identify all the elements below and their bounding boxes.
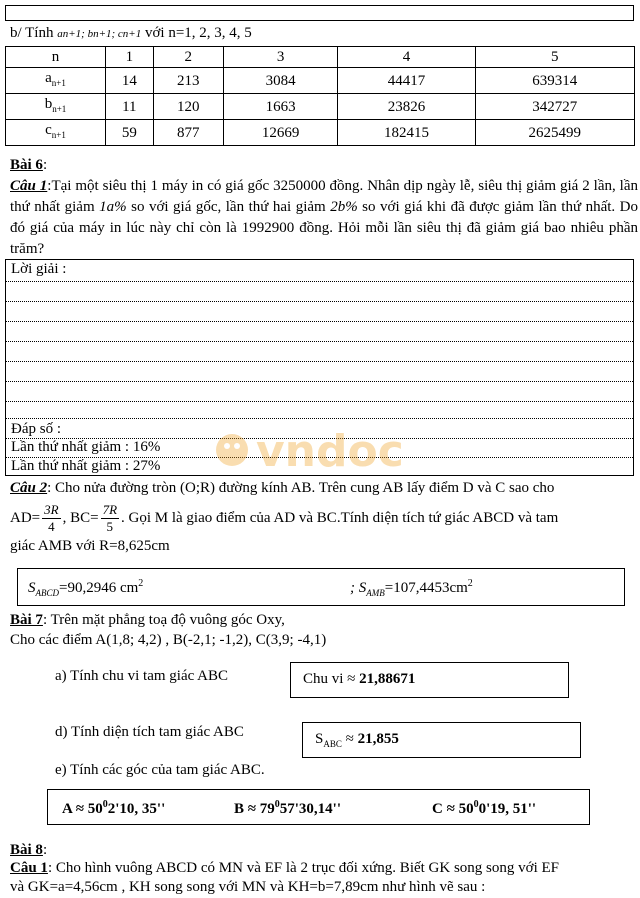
area-abc-result: $S_{ABC} \approx 21,855$ bbox=[315, 731, 399, 749]
bai6-cau1-text: Câu 1:Tại một siêu thị 1 máy in có giá gốc 3250000 đồng. Nhân dịp ngày lễ, siêu thị giảm giá 2 lần, lần thứ nhất giảm 1a% so với giá gốc, lần thứ hai giảm 2b% so với giá khi đã được giảm lần thứ nhất. Do đó giá của máy in lúc này chỉ còn là 1992900 đồng. Hỏi mỗi lần siêu thị đã giảm giá bao nhiêu phần trăm? bbox=[10, 178, 638, 257]
row-label: $b_{n+1}$ bbox=[6, 94, 106, 120]
header-cell: 1 bbox=[106, 47, 154, 68]
watermark-text: vndoc bbox=[256, 426, 404, 477]
dap-so-label: Đáp số : bbox=[11, 421, 61, 437]
area-result-box bbox=[17, 568, 625, 606]
row-label: $a_{n+1}$ bbox=[6, 68, 106, 94]
part-b-line: b/ Tính an+1; bn+1; cn+1 với n=1, 2, 3, 4, 5 bbox=[10, 25, 252, 41]
fraction-3r-4: $\frac{3R}{4}$ bbox=[44, 501, 59, 534]
table-cell: 3084 bbox=[223, 68, 338, 94]
values-table bbox=[5, 46, 635, 146]
table-cell: 877 bbox=[153, 120, 223, 146]
bai7-points: Cho các điểm A(1,8; 4,2) , B(-2,1; -1,2), C(3,9; -4,1) bbox=[10, 632, 327, 648]
table-cell: 11 bbox=[106, 94, 154, 120]
table-cell: 59 bbox=[106, 120, 154, 146]
loi-giai-label: Lời giải : bbox=[11, 261, 67, 277]
answer-d-box bbox=[302, 722, 581, 758]
answer-a-box bbox=[290, 662, 569, 698]
bai8-title: Bài 8: bbox=[10, 842, 48, 858]
s-amb-result: ; $S_{AMB}=107,4453cm^2$ bbox=[350, 578, 473, 598]
bai8-text-1: Câu 1: Cho hình vuông ABCD có MN và EF là 2 trục đối xứng. Biết GK song song với EF bbox=[10, 860, 559, 876]
bai7-intro: Bài 7: Trên mặt phẳng toạ độ vuông góc Oxy, bbox=[10, 612, 285, 628]
table-cell: 342727 bbox=[475, 94, 634, 120]
header-cell: 2 bbox=[153, 47, 223, 68]
table-cell: 639314 bbox=[475, 68, 634, 94]
question-d: d) Tính diện tích tam giác ABC bbox=[55, 724, 244, 740]
table-cell: 213 bbox=[153, 68, 223, 94]
angles-box bbox=[47, 789, 590, 825]
bai6-cau2-line3: giác AMB với R=8,625cm bbox=[10, 538, 170, 554]
fraction-7r-5: $\frac{7R}{5}$ bbox=[102, 501, 118, 534]
table-cell: 44417 bbox=[338, 68, 475, 94]
bai6-cau2-line1: Câu 2: Cho nửa đường tròn (O;R) đường kính AB. Trên cung AB lấy điểm D và C sao cho bbox=[10, 480, 555, 496]
part-b-terms: an+1; bn+1; cn+1 bbox=[57, 28, 142, 40]
table-header-row bbox=[6, 47, 635, 68]
vndoc-watermark-logo bbox=[210, 422, 430, 478]
table-cell: 12669 bbox=[223, 120, 338, 146]
header-cell: 3 bbox=[223, 47, 338, 68]
bai8-text-2: và GK=a=4,56cm , KH song song với MN và KH=b=7,89cm như hình vẽ sau : bbox=[10, 879, 486, 895]
angle-b: $B \approx 79^057'30,14''$ bbox=[234, 799, 342, 817]
answer-2: Lần thứ nhất giảm : 27% bbox=[11, 458, 161, 474]
table-cell: 182415 bbox=[338, 120, 475, 146]
header-cell: 4 bbox=[338, 47, 475, 68]
answer-1: Lần thứ nhất giảm : 16% bbox=[11, 439, 161, 455]
question-a: a) Tính chu vi tam giác ABC bbox=[55, 668, 229, 684]
perimeter-result: Chu vi ≈ 21,88671 bbox=[303, 671, 416, 687]
table-row bbox=[6, 94, 635, 120]
header-cell: 5 bbox=[475, 47, 634, 68]
table-cell: 23826 bbox=[338, 94, 475, 120]
s-abcd-result: $S_{ABCD}=90,2946$ $cm^2$ bbox=[28, 578, 144, 598]
row-label: $c_{n+1}$ bbox=[6, 120, 106, 146]
bai6-title: Bài 6: bbox=[10, 157, 48, 173]
angle-c: $C \approx 50^00'19$, 51'' bbox=[432, 799, 537, 817]
table-cell: 120 bbox=[153, 94, 223, 120]
table-row bbox=[6, 68, 635, 94]
bai6-cau2-line2: AD= $\frac{3R}{4}$ , BC= $\frac{7R}{5}$ . Gọi M là giao điểm của AD và BC.Tính diện tích tứ giác ABCD và tam bbox=[10, 501, 559, 534]
table-cell: 14 bbox=[106, 68, 154, 94]
top-empty-row bbox=[5, 5, 634, 21]
header-cell-n: n bbox=[6, 47, 106, 68]
table-row bbox=[6, 120, 635, 146]
question-e: e) Tính các góc của tam giác ABC. bbox=[55, 762, 265, 778]
angle-a: $A \approx 50^02'10$, 35'' bbox=[62, 799, 166, 817]
table-cell: 2625499 bbox=[475, 120, 634, 146]
table-cell: 1663 bbox=[223, 94, 338, 120]
